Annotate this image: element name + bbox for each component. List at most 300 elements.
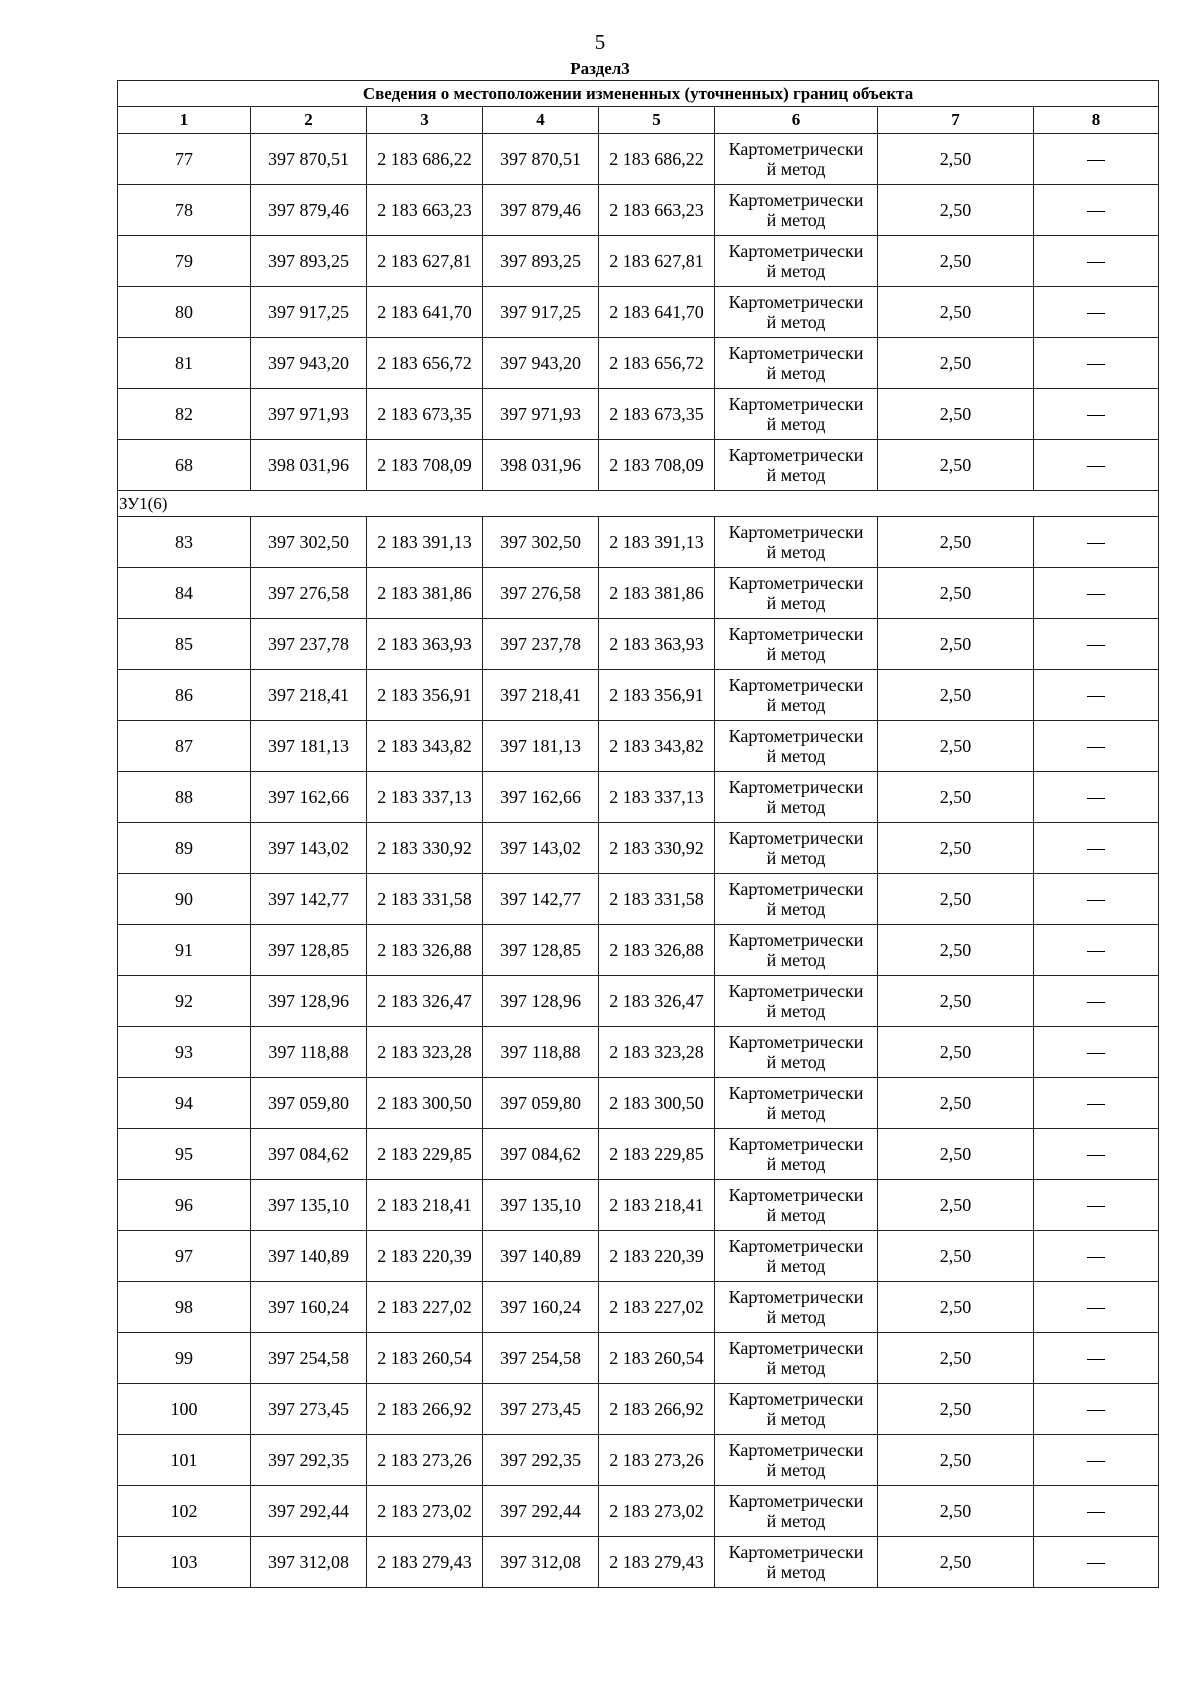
updated-x: 397 160,24 (483, 1282, 599, 1333)
dash-mark (1087, 594, 1105, 595)
existing-y: 2 183 227,02 (367, 1282, 483, 1333)
precision-value: 2,50 (878, 1435, 1034, 1486)
precision-value: 2,50 (878, 1027, 1034, 1078)
dash-mark (1087, 543, 1105, 544)
precision-value: 2,50 (878, 874, 1034, 925)
existing-y: 2 183 273,26 (367, 1435, 483, 1486)
existing-y: 2 183 381,86 (367, 568, 483, 619)
existing-y: 2 183 229,85 (367, 1129, 483, 1180)
dash-cell (1034, 823, 1159, 874)
method-text-line2: й метод (766, 746, 826, 766)
dash-cell (1034, 670, 1159, 721)
dash-cell (1034, 1129, 1159, 1180)
point-number: 93 (118, 1027, 251, 1078)
dash-mark (1087, 747, 1105, 748)
updated-x: 398 031,96 (483, 440, 599, 491)
method-text-line2: й метод (766, 542, 826, 562)
dash-mark (1087, 951, 1105, 952)
existing-x: 397 254,58 (251, 1333, 367, 1384)
existing-x: 397 879,46 (251, 185, 367, 236)
table-row (118, 1078, 1159, 1129)
updated-y: 2 183 343,82 (599, 721, 715, 772)
column-header: 8 (1034, 107, 1159, 134)
table-row (118, 338, 1159, 389)
updated-y: 2 183 656,72 (599, 338, 715, 389)
existing-y: 2 183 218,41 (367, 1180, 483, 1231)
method-text-line1: Картометрически (728, 573, 864, 593)
precision-value: 2,50 (878, 976, 1034, 1027)
precision-value: 2,50 (878, 1231, 1034, 1282)
updated-y: 2 183 627,81 (599, 236, 715, 287)
existing-y: 2 183 220,39 (367, 1231, 483, 1282)
updated-x: 397 084,62 (483, 1129, 599, 1180)
method-text-line1: Картометрически (728, 1491, 864, 1511)
point-number: 98 (118, 1282, 251, 1333)
method-text-line2: й метод (766, 1103, 826, 1123)
updated-y: 2 183 273,26 (599, 1435, 715, 1486)
method-cell (715, 619, 878, 670)
updated-x: 397 218,41 (483, 670, 599, 721)
updated-y: 2 183 330,92 (599, 823, 715, 874)
updated-y: 2 183 326,88 (599, 925, 715, 976)
dash-mark (1087, 160, 1105, 161)
point-number: 88 (118, 772, 251, 823)
method-cell (715, 338, 878, 389)
point-number: 81 (118, 338, 251, 389)
precision-value: 2,50 (878, 134, 1034, 185)
updated-y: 2 183 260,54 (599, 1333, 715, 1384)
updated-y: 2 183 673,35 (599, 389, 715, 440)
method-text-line1: Картометрически (728, 1236, 864, 1256)
existing-y: 2 183 326,88 (367, 925, 483, 976)
dash-cell (1034, 772, 1159, 823)
precision-value: 2,50 (878, 670, 1034, 721)
updated-y: 2 183 229,85 (599, 1129, 715, 1180)
dash-mark (1087, 262, 1105, 263)
updated-y: 2 183 686,22 (599, 134, 715, 185)
dash-cell (1034, 874, 1159, 925)
dash-mark (1087, 900, 1105, 901)
table-row (118, 721, 1159, 772)
precision-value: 2,50 (878, 236, 1034, 287)
updated-y: 2 183 708,09 (599, 440, 715, 491)
method-text-line1: Картометрически (728, 394, 864, 414)
precision-value: 2,50 (878, 1486, 1034, 1537)
method-cell (715, 772, 878, 823)
dash-cell (1034, 287, 1159, 338)
point-number: 91 (118, 925, 251, 976)
method-text-line2: й метод (766, 848, 826, 868)
updated-x: 397 276,58 (483, 568, 599, 619)
updated-y: 2 183 391,13 (599, 517, 715, 568)
updated-y: 2 183 363,93 (599, 619, 715, 670)
dash-mark (1087, 466, 1105, 467)
updated-x: 397 273,45 (483, 1384, 599, 1435)
method-cell (715, 1078, 878, 1129)
method-text-line1: Картометрически (728, 343, 864, 363)
existing-y: 2 183 273,02 (367, 1486, 483, 1537)
precision-value: 2,50 (878, 568, 1034, 619)
method-text-line1: Картометрически (728, 241, 864, 261)
method-text-line2: й метод (766, 1511, 826, 1531)
point-number: 102 (118, 1486, 251, 1537)
dash-cell (1034, 976, 1159, 1027)
existing-x: 397 276,58 (251, 568, 367, 619)
dash-cell (1034, 1027, 1159, 1078)
column-header: 3 (367, 107, 483, 134)
method-text-line1: Картометрически (728, 879, 864, 899)
point-number: 84 (118, 568, 251, 619)
updated-x: 397 879,46 (483, 185, 599, 236)
method-cell (715, 1384, 878, 1435)
existing-y: 2 183 323,28 (367, 1027, 483, 1078)
method-text-line1: Картометрически (728, 190, 864, 210)
existing-x: 397 292,44 (251, 1486, 367, 1537)
dash-mark (1087, 696, 1105, 697)
updated-y: 2 183 337,13 (599, 772, 715, 823)
method-cell (715, 1231, 878, 1282)
dash-cell (1034, 236, 1159, 287)
method-cell (715, 925, 878, 976)
existing-y: 2 183 686,22 (367, 134, 483, 185)
precision-value: 2,50 (878, 1333, 1034, 1384)
existing-x: 397 140,89 (251, 1231, 367, 1282)
method-cell (715, 1180, 878, 1231)
point-number: 101 (118, 1435, 251, 1486)
dash-cell (1034, 185, 1159, 236)
method-cell (715, 976, 878, 1027)
updated-y: 2 183 641,70 (599, 287, 715, 338)
existing-x: 397 135,10 (251, 1180, 367, 1231)
point-number: 85 (118, 619, 251, 670)
precision-value: 2,50 (878, 1180, 1034, 1231)
dash-mark (1087, 313, 1105, 314)
dash-cell (1034, 134, 1159, 185)
method-text-line2: й метод (766, 695, 826, 715)
column-header: 4 (483, 107, 599, 134)
precision-value: 2,50 (878, 925, 1034, 976)
table-row (118, 134, 1159, 185)
updated-y: 2 183 266,92 (599, 1384, 715, 1435)
method-text-line2: й метод (766, 363, 826, 383)
method-text-line1: Картометрически (728, 1185, 864, 1205)
updated-y: 2 183 323,28 (599, 1027, 715, 1078)
column-header: 7 (878, 107, 1034, 134)
dash-cell (1034, 1384, 1159, 1435)
point-number: 83 (118, 517, 251, 568)
column-header: 6 (715, 107, 878, 134)
point-number: 86 (118, 670, 251, 721)
method-text-line1: Картометрически (728, 981, 864, 1001)
method-cell (715, 721, 878, 772)
existing-y: 2 183 260,54 (367, 1333, 483, 1384)
updated-y: 2 183 279,43 (599, 1537, 715, 1588)
method-text-line1: Картометрически (728, 1083, 864, 1103)
method-text-line2: й метод (766, 1562, 826, 1582)
existing-y: 2 183 627,81 (367, 236, 483, 287)
precision-value: 2,50 (878, 517, 1034, 568)
method-cell (715, 1435, 878, 1486)
method-text-line2: й метод (766, 1409, 826, 1429)
table-caption: Сведения о местоположении измененных (уточненных) границ объекта (118, 81, 1159, 107)
table-row (118, 1486, 1159, 1537)
table-row (118, 874, 1159, 925)
method-text-line1: Картометрически (728, 1287, 864, 1307)
page-number: 5 (594, 30, 606, 54)
method-cell (715, 236, 878, 287)
existing-x: 397 870,51 (251, 134, 367, 185)
dash-cell (1034, 1435, 1159, 1486)
method-text-line2: й метод (766, 899, 826, 919)
table-row (118, 287, 1159, 338)
updated-x: 397 162,66 (483, 772, 599, 823)
table-row (118, 236, 1159, 287)
updated-y: 2 183 326,47 (599, 976, 715, 1027)
dash-mark (1087, 1563, 1105, 1564)
method-cell (715, 568, 878, 619)
updated-y: 2 183 218,41 (599, 1180, 715, 1231)
method-text-line1: Картометрически (728, 777, 864, 797)
updated-x: 397 292,44 (483, 1486, 599, 1537)
dash-mark (1087, 849, 1105, 850)
method-cell (715, 287, 878, 338)
existing-x: 397 292,35 (251, 1435, 367, 1486)
method-text-line2: й метод (766, 261, 826, 281)
updated-y: 2 183 331,58 (599, 874, 715, 925)
point-number: 100 (118, 1384, 251, 1435)
table-row (118, 619, 1159, 670)
table-row (118, 1129, 1159, 1180)
method-text-line2: й метод (766, 465, 826, 485)
method-text-line1: Картометрически (728, 445, 864, 465)
updated-x: 397 143,02 (483, 823, 599, 874)
dash-cell (1034, 619, 1159, 670)
method-cell (715, 1282, 878, 1333)
method-text-line1: Картометрически (728, 522, 864, 542)
updated-y: 2 183 381,86 (599, 568, 715, 619)
method-text-line1: Картометрически (728, 624, 864, 644)
method-cell (715, 517, 878, 568)
method-text-line2: й метод (766, 644, 826, 664)
table-row (118, 1384, 1159, 1435)
dash-cell (1034, 1537, 1159, 1588)
precision-value: 2,50 (878, 389, 1034, 440)
existing-x: 397 237,78 (251, 619, 367, 670)
point-number: 79 (118, 236, 251, 287)
table-row (118, 976, 1159, 1027)
dash-mark (1087, 1257, 1105, 1258)
updated-x: 397 135,10 (483, 1180, 599, 1231)
dash-mark (1087, 798, 1105, 799)
existing-x: 397 160,24 (251, 1282, 367, 1333)
method-text-line1: Картометрически (728, 828, 864, 848)
column-header: 5 (599, 107, 715, 134)
column-header: 1 (118, 107, 251, 134)
updated-y: 2 183 220,39 (599, 1231, 715, 1282)
updated-x: 397 118,88 (483, 1027, 599, 1078)
method-text-line2: й метод (766, 312, 826, 332)
table-row (118, 925, 1159, 976)
existing-y: 2 183 331,58 (367, 874, 483, 925)
dash-mark (1087, 415, 1105, 416)
method-cell (715, 1486, 878, 1537)
method-text-line2: й метод (766, 1460, 826, 1480)
existing-x: 397 971,93 (251, 389, 367, 440)
existing-x: 397 128,85 (251, 925, 367, 976)
method-text-line1: Картометрически (728, 1542, 864, 1562)
existing-x: 397 142,77 (251, 874, 367, 925)
coordinates-table (117, 80, 1159, 1588)
method-text-line2: й метод (766, 593, 826, 613)
existing-y: 2 183 356,91 (367, 670, 483, 721)
updated-x: 397 971,93 (483, 389, 599, 440)
existing-x: 397 128,96 (251, 976, 367, 1027)
method-text-line1: Картометрически (728, 1338, 864, 1358)
precision-value: 2,50 (878, 338, 1034, 389)
existing-x: 397 917,25 (251, 287, 367, 338)
table-row (118, 389, 1159, 440)
point-number: 77 (118, 134, 251, 185)
updated-x: 397 870,51 (483, 134, 599, 185)
method-text-line2: й метод (766, 950, 826, 970)
existing-x: 397 059,80 (251, 1078, 367, 1129)
precision-value: 2,50 (878, 1129, 1034, 1180)
precision-value: 2,50 (878, 1384, 1034, 1435)
method-text-line1: Картометрически (728, 726, 864, 746)
existing-x: 397 943,20 (251, 338, 367, 389)
method-text-line1: Картометрически (728, 292, 864, 312)
method-text-line2: й метод (766, 1001, 826, 1021)
updated-x: 397 254,58 (483, 1333, 599, 1384)
dash-mark (1087, 1206, 1105, 1207)
table-caption-row (118, 81, 1159, 107)
precision-value: 2,50 (878, 1078, 1034, 1129)
precision-value: 2,50 (878, 287, 1034, 338)
precision-value: 2,50 (878, 440, 1034, 491)
updated-x: 397 943,20 (483, 338, 599, 389)
point-number: 80 (118, 287, 251, 338)
point-number: 89 (118, 823, 251, 874)
method-cell (715, 823, 878, 874)
existing-y: 2 183 266,92 (367, 1384, 483, 1435)
updated-y: 2 183 273,02 (599, 1486, 715, 1537)
updated-x: 397 302,50 (483, 517, 599, 568)
updated-x: 397 237,78 (483, 619, 599, 670)
dash-mark (1087, 364, 1105, 365)
existing-y: 2 183 391,13 (367, 517, 483, 568)
table-row (118, 772, 1159, 823)
existing-x: 397 273,45 (251, 1384, 367, 1435)
dash-mark (1087, 1155, 1105, 1156)
method-text-line1: Картометрически (728, 930, 864, 950)
method-cell (715, 874, 878, 925)
method-text-line2: й метод (766, 210, 826, 230)
dash-cell (1034, 1282, 1159, 1333)
existing-y: 2 183 326,47 (367, 976, 483, 1027)
point-number: 95 (118, 1129, 251, 1180)
point-number: 92 (118, 976, 251, 1027)
point-number: 94 (118, 1078, 251, 1129)
method-text-line2: й метод (766, 797, 826, 817)
method-text-line2: й метод (766, 1052, 826, 1072)
table-row (118, 568, 1159, 619)
table-row (118, 1282, 1159, 1333)
precision-value: 2,50 (878, 619, 1034, 670)
updated-x: 397 059,80 (483, 1078, 599, 1129)
table-row (118, 1537, 1159, 1588)
method-text-line2: й метод (766, 1154, 826, 1174)
dash-cell (1034, 925, 1159, 976)
dash-mark (1087, 645, 1105, 646)
column-header: 2 (251, 107, 367, 134)
dash-cell (1034, 721, 1159, 772)
updated-x: 397 140,89 (483, 1231, 599, 1282)
existing-y: 2 183 337,13 (367, 772, 483, 823)
precision-value: 2,50 (878, 185, 1034, 236)
dash-cell (1034, 1486, 1159, 1537)
existing-x: 397 143,02 (251, 823, 367, 874)
point-number: 90 (118, 874, 251, 925)
precision-value: 2,50 (878, 1537, 1034, 1588)
method-text-line2: й метод (766, 1358, 826, 1378)
dash-mark (1087, 1053, 1105, 1054)
existing-y: 2 183 673,35 (367, 389, 483, 440)
precision-value: 2,50 (878, 721, 1034, 772)
dash-mark (1087, 211, 1105, 212)
existing-y: 2 183 279,43 (367, 1537, 483, 1588)
dash-cell (1034, 389, 1159, 440)
dash-mark (1087, 1512, 1105, 1513)
dash-mark (1087, 1308, 1105, 1309)
existing-y: 2 183 663,23 (367, 185, 483, 236)
table-row (118, 670, 1159, 721)
method-text-line1: Картометрически (728, 1389, 864, 1409)
group-label: ЗУ1(6) (118, 491, 1159, 517)
dash-cell (1034, 568, 1159, 619)
method-text-line2: й метод (766, 1307, 826, 1327)
existing-y: 2 183 641,70 (367, 287, 483, 338)
updated-x: 397 917,25 (483, 287, 599, 338)
updated-x: 397 893,25 (483, 236, 599, 287)
method-cell (715, 1027, 878, 1078)
updated-x: 397 312,08 (483, 1537, 599, 1588)
method-text-line2: й метод (766, 1256, 826, 1276)
existing-x: 397 312,08 (251, 1537, 367, 1588)
existing-y: 2 183 300,50 (367, 1078, 483, 1129)
method-cell (715, 1333, 878, 1384)
point-number: 103 (118, 1537, 251, 1588)
dash-mark (1087, 1104, 1105, 1105)
dash-mark (1087, 1410, 1105, 1411)
method-text-line2: й метод (766, 159, 826, 179)
updated-x: 397 292,35 (483, 1435, 599, 1486)
existing-x: 398 031,96 (251, 440, 367, 491)
dash-cell (1034, 1078, 1159, 1129)
updated-y: 2 183 356,91 (599, 670, 715, 721)
method-cell (715, 670, 878, 721)
table-row (118, 517, 1159, 568)
method-text-line1: Картометрически (728, 1134, 864, 1154)
existing-y: 2 183 656,72 (367, 338, 483, 389)
method-cell (715, 185, 878, 236)
point-number: 99 (118, 1333, 251, 1384)
existing-x: 397 218,41 (251, 670, 367, 721)
method-text-line2: й метод (766, 414, 826, 434)
method-text-line1: Картометрически (728, 139, 864, 159)
dash-mark (1087, 1359, 1105, 1360)
existing-x: 397 893,25 (251, 236, 367, 287)
table-row (118, 1231, 1159, 1282)
